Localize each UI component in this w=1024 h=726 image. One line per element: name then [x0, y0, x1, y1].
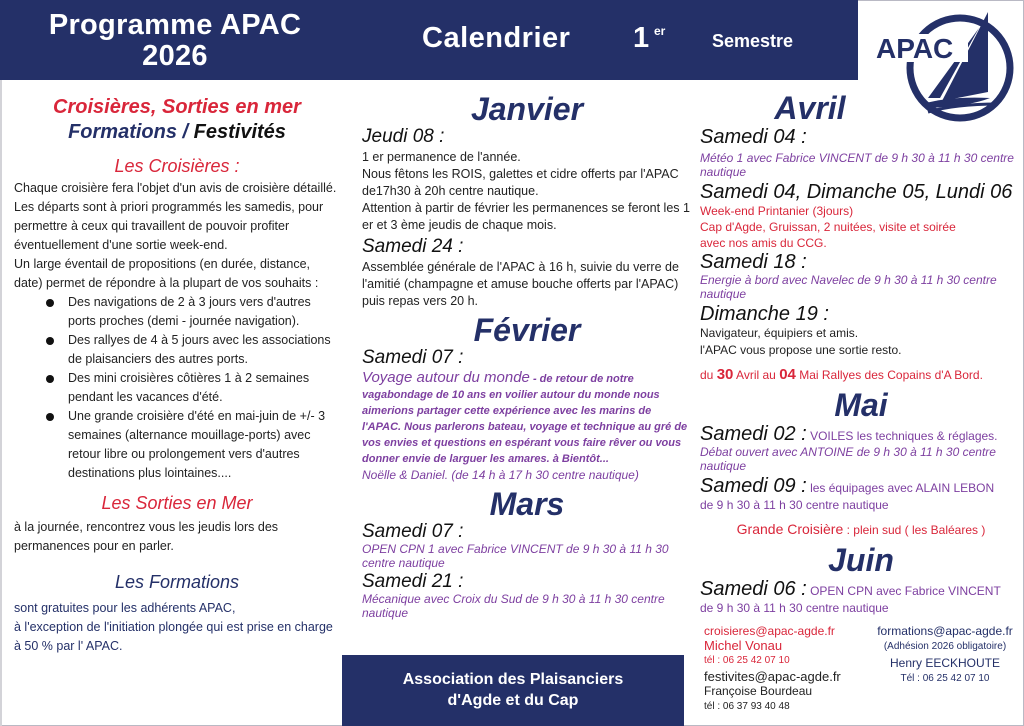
rally-text: du — [700, 368, 717, 382]
event-signature: Noëlle & Daniel. (de 14 h à 17 h 30 centre nautique) — [362, 468, 639, 482]
event-line: Attention à partir de février les permanences se feront les 1 er et 3 ème jeudis de chaque mois. — [362, 201, 690, 232]
formations-text — [14, 599, 340, 656]
formations-phone: Tél : 06 25 42 07 10 — [900, 673, 990, 684]
event-description: Débat ouvert avec ANTOINE de 9 h 30 à 11 h 30 centre nautique — [700, 445, 996, 473]
association-banner — [342, 655, 684, 726]
event-line: Cap d'Agde, Gruissan, 2 nuitées, visite et soirée — [700, 220, 956, 234]
festivites-contact-name: Françoise Bourdeau — [704, 684, 813, 698]
rally-text: Avril au — [733, 368, 780, 382]
event-description: Météo 1 avec Fabrice VINCENT de 9 h 30 à 11 h 30 centre nautique — [700, 151, 1014, 179]
croisieres-paragraph: Un large éventail de propositions (en durée, distance, date) permet de répondre à la plupart de vos souhaits : — [14, 257, 319, 290]
event-day: Samedi 09 : — [700, 475, 807, 497]
event-day: Dimanche 19 : — [700, 303, 829, 325]
festivites-email-link[interactable]: festivites@apac-agde.fr — [704, 669, 841, 684]
list-item: Une grande croisière d'été en mai-juin de +/- 3 semaines (alternance mouillage-ports) avec retour libre ou prolongement vers d'autres destinations plus lointaines.... — [46, 407, 340, 483]
month-juin: Juin — [828, 542, 894, 578]
croisieres-paragraph: Les départs sont à priori programmés les samedis, pour permettre à ceux qui travaillent de pouvoir profiter éventuellement d'une sortie week-end. — [14, 200, 324, 252]
header-banner — [0, 0, 858, 80]
semester-number: 1 — [633, 22, 650, 54]
rally-start: 30 — [716, 366, 734, 383]
semester-label: Semestre — [712, 31, 794, 51]
event-line: Navigateur, équipiers et amis. — [700, 326, 859, 340]
rally-notice — [700, 367, 1022, 383]
event-title: OPEN CPN avec Fabrice VINCENT — [806, 584, 1001, 598]
festivites-phone: tél : 06 37 93 40 48 — [704, 701, 790, 712]
event-description — [700, 325, 1022, 359]
month-avril: Avril — [774, 90, 846, 126]
semester-superscript: er — [654, 24, 666, 38]
grande-label: Grande Croisière — [736, 521, 844, 537]
event-day: Samedi 04 : — [700, 126, 807, 148]
event-row — [700, 475, 1022, 497]
event-day: Samedi 06 : — [700, 578, 807, 600]
event-description: de 9 h 30 à 11 h 30 centre nautique — [700, 601, 889, 615]
event-title: VOILES les techniques & réglages. — [806, 429, 998, 443]
contacts — [690, 620, 1024, 726]
formations-heading: Les Formations — [114, 572, 240, 592]
event-text: - de retour de notre vagabondage de 10 ans en voilier autour du monde nous aimerions partager cette expérience avec les marins de l'APAC. Nous parlerons bateau, voyage et technique au gré de vos envies et questions en espérant vous faire rêver ou vous donner envie de larguer les amares. à Bientôt... — [362, 373, 688, 465]
program-year: 2026 — [142, 40, 208, 72]
program-title — [0, 10, 350, 72]
event-day: Samedi 04, Dimanche 05, Lundi 06 — [700, 181, 1013, 203]
formations-festivites-title — [14, 121, 340, 144]
association-line1: Association des Plaisanciers — [402, 671, 624, 688]
event-description — [700, 203, 1022, 251]
grande-text: : plein sud ( les Baléares ) — [843, 523, 986, 537]
event-row — [700, 578, 1022, 600]
formations-email-link[interactable]: formations@apac-agde.fr — [877, 624, 1013, 638]
event-day: Samedi 07 : — [362, 521, 464, 542]
event-day: Samedi 24 : — [362, 236, 464, 257]
event-line: Week-end Printanier (3jours) — [700, 204, 854, 218]
calendar-title: Calendrier — [422, 22, 571, 54]
grande-croisiere — [700, 521, 1022, 538]
event-description: Assemblée générale de l'APAC à 16 h, suivie du verre de l'amitié (champagne et amuse bouche offerts par l'APAC) puis repas vers 20 h. — [362, 260, 679, 308]
event-day: Samedi 07 : — [362, 347, 464, 368]
sorties-text: à la journée, rencontrez vous les jeudis lors des permanences pour en parler. — [14, 520, 279, 553]
middle-column — [362, 92, 692, 620]
event-row — [700, 423, 1022, 445]
event-line: l'APAC vous propose une sortie resto. — [700, 343, 902, 357]
event-description: Mécanique avec Croix du Sud de 9 h 30 à 11 h 30 centre nautique — [362, 592, 665, 620]
rally-text: Mai Rallyes des Copains d'A Bord. — [795, 368, 983, 382]
month-janvier: Janvier — [470, 91, 584, 127]
association-line2: d'Agde et du Cap — [447, 692, 579, 709]
event-line: avec nos amis du CCG. — [700, 236, 827, 250]
event-day: Samedi 18 : — [700, 251, 807, 273]
croisieres-email-link[interactable]: croisieres@apac-agde.fr — [704, 624, 835, 638]
rally-end: 04 — [779, 366, 796, 383]
contacts-right — [870, 624, 1020, 684]
list-item: Des navigations de 2 à 3 jours vers d'autres ports proches (demi - journée navigation). — [46, 293, 340, 331]
left-column — [14, 96, 340, 656]
main-subtitle: Croisières, Sorties en mer — [53, 96, 301, 118]
logo-text: APAC — [876, 33, 954, 64]
event-description — [362, 370, 692, 467]
event-title: les équipages avec ALAIN LEBON — [806, 481, 995, 495]
event-day: Samedi 02 : — [700, 423, 807, 445]
formations-contact-name: Henry EECKHOUTE — [889, 656, 1001, 670]
croisieres-paragraph: Chaque croisière fera l'objet d'un avis de croisière détaillé. — [14, 181, 337, 195]
event-description: Energie à bord avec Navelec de 9 h 30 à 11 h 30 centre nautique — [700, 273, 997, 301]
event-line: Nous fêtons les ROIS, galettes et cidre offerts par l'APAC de17h30 à 20h centre nautique. — [362, 167, 679, 198]
title-festivites: Festivités — [193, 121, 286, 143]
month-fevrier: Février — [473, 312, 581, 348]
event-line: 1 er permanence de l'année. — [362, 150, 521, 164]
program-title-line1: Programme APAC — [48, 9, 302, 41]
formations-line: sont gratuites pour les adhérents APAC, — [14, 601, 236, 615]
left-border — [0, 80, 8, 726]
event-title: Voyage autour du monde — [362, 369, 530, 386]
croisieres-phone: tél : 06 25 42 07 10 — [704, 655, 790, 666]
event-description: OPEN CPN 1 avec Fabrice VINCENT de 9 h 30 à 11 h 30 centre nautique — [362, 542, 669, 570]
list-item: Des rallyes de 4 à 5 jours avec les associations de plaisanciers des autres ports. — [46, 331, 340, 369]
sorties-heading: Les Sorties en Mer — [101, 493, 253, 513]
right-column — [700, 90, 1022, 616]
croisieres-text — [14, 179, 340, 293]
list-item: Des mini croisières côtières 1 à 2 semaines pendant les vacances d'été. — [46, 369, 340, 407]
croisieres-contact-name: Michel Vonau — [704, 638, 783, 653]
month-mars: Mars — [489, 486, 565, 522]
contacts-left — [704, 624, 874, 712]
formations-line: à l'exception de l'initiation plongée qui est prise en charge à 50 % par l' APAC. — [14, 620, 333, 653]
event-day: Samedi 21 : — [362, 571, 464, 592]
croisieres-list — [46, 293, 340, 483]
title-formations: Formations — [68, 121, 177, 143]
event-description: de 9 h 30 à 11 h 30 centre nautique — [700, 498, 889, 512]
title-separator: / — [176, 121, 194, 143]
formations-note: (Adhésion 2026 obligatoire) — [883, 641, 1007, 652]
croisieres-heading: Les Croisières : — [114, 156, 240, 176]
event-day: Jeudi 08 : — [362, 126, 445, 147]
event-description — [362, 149, 692, 234]
month-mai: Mai — [834, 387, 888, 423]
